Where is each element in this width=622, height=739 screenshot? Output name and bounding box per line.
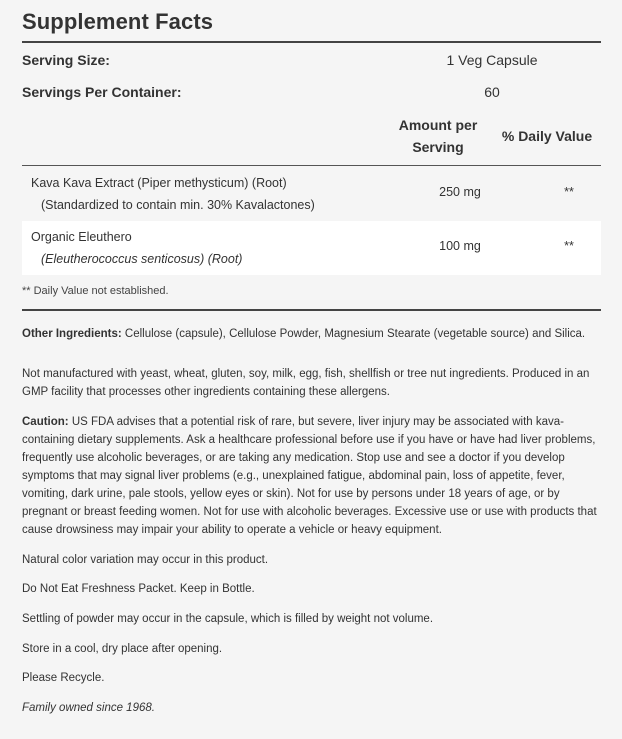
ingredient-amount: 100 mg (439, 239, 481, 253)
recycle-note: Please Recycle. (22, 672, 105, 684)
serving-size-label: Serving Size: (22, 52, 110, 68)
ingredient-daily-value: ** (564, 185, 574, 199)
serving-size-value: 1 Veg Capsule (446, 52, 538, 68)
caution-text: US FDA advises that a potential risk of rare, but severe, liver injury may be associated with kava-containing dietary supplements. Ask a healthcare professional before use if you have or have had liver problems, frequently use alcoholic beverages, or are taking any medication. Stop use and see a doctor if you develop symptoms that may signal liver problems (e.g., unexplained fatigue, abdominal pain, loss of appetite, fever, vomiting, dark urine, pale stools, yellow eyes or skin). Not for use by persons under 18 years of age, or by pregnant or breast feeding women. Not for use with alcoholic beverages. Excessive use or use with products that cause drowsiness may impair your ability to operate a vehicle or heavy equipment. (22, 416, 597, 536)
color-variation-note: Natural color variation may occur in this product. (22, 554, 269, 566)
ingredient-row (22, 166, 601, 220)
daily-value-footnote: ** Daily Value not established. (22, 285, 169, 297)
other-ingredients-label: Other Ingredients: (22, 328, 122, 340)
settling-note: Settling of powder may occur in the capsule, which is filled by weight not volume. (22, 613, 434, 625)
ingredient-row (22, 221, 601, 275)
caution-label: Caution: (22, 416, 69, 428)
amount-per-serving-header (378, 114, 498, 158)
panel-title: Supplement Facts (22, 9, 214, 34)
footer-rule (22, 309, 601, 311)
other-ingredients (22, 325, 604, 343)
ingredient-name: Kava Kava Extract (Piper methysticum) (Root) (31, 176, 287, 190)
ingredient-name: Organic Eleuthero (31, 230, 132, 244)
caution-note (22, 413, 604, 539)
allergen-note: Not manufactured with yeast, wheat, gluten, soy, milk, egg, fish, shellfish or tree nut ingredients. Produced in an GMP facility that processes other ingredients containing these allergens. (22, 368, 590, 398)
amount-header-line2: Serving (412, 139, 464, 155)
ingredient-daily-value: ** (564, 239, 574, 253)
storage-note: Store in a cool, dry place after opening. (22, 643, 223, 655)
ingredient-detail: (Standardized to contain min. 30% Kavalactones) (41, 198, 315, 212)
amount-header-line1: Amount per (398, 117, 478, 133)
daily-value-header: % Daily Value (501, 128, 593, 144)
other-ingredients-text: Cellulose (capsule), Cellulose Powder, Magnesium Stearate (vegetable source) and Silica. (124, 328, 586, 340)
family-owned-note: Family owned since 1968. (22, 702, 155, 714)
servings-per-container-label: Servings Per Container: (22, 84, 182, 100)
ingredient-amount: 250 mg (439, 185, 481, 199)
servings-per-container-value: 60 (484, 84, 500, 100)
freshness-packet-note: Do Not Eat Freshness Packet. Keep in Bottle. (22, 583, 255, 595)
ingredient-detail: (Eleutherococcus senticosus) (Root) (41, 252, 243, 266)
title-rule (22, 41, 601, 43)
